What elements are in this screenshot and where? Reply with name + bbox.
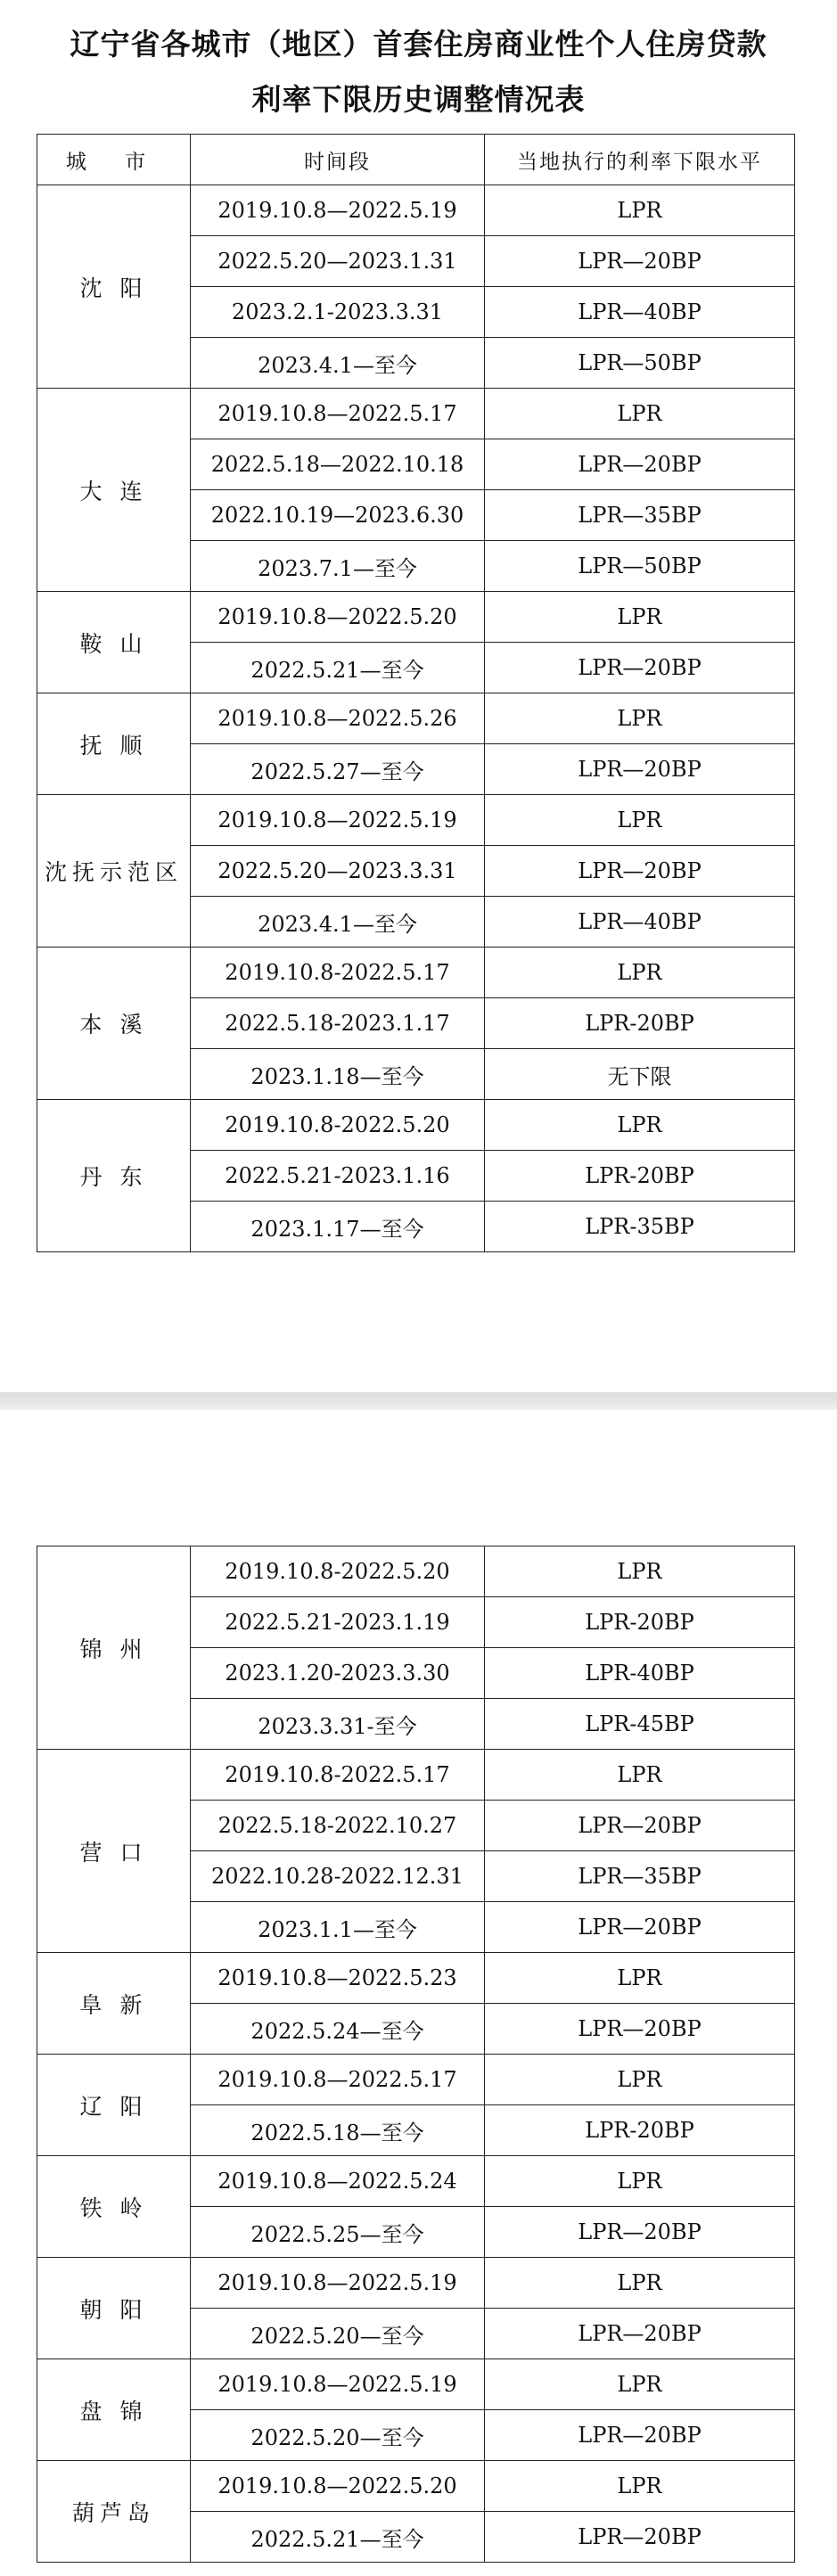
period-cell: 2019.10.8—2022.5.20 (191, 592, 485, 643)
table-row (37, 185, 795, 236)
rate-cell: LPR (485, 2055, 795, 2105)
header-rate: 当地执行的利率下限水平 (485, 135, 795, 185)
table-row (37, 389, 795, 439)
period-cell: 2019.10.8-2022.5.20 (191, 1100, 485, 1151)
period-cell: 2022.5.21—至今 (191, 2512, 485, 2563)
rate-cell: LPR—20BP (485, 2309, 795, 2359)
period-cell: 2019.10.8—2022.5.19 (191, 2359, 485, 2410)
city-cell: 盘 锦 (37, 2359, 191, 2461)
rate-cell: LPR-20BP (485, 1597, 795, 1648)
period-cell: 2019.10.8—2022.5.19 (191, 2258, 485, 2309)
rate-cell: LPR (485, 2156, 795, 2207)
city-cell: 鞍 山 (37, 592, 191, 693)
rate-cell: LPR—20BP (485, 846, 795, 897)
period-cell: 2019.10.8—2022.5.19 (191, 185, 485, 236)
city-cell: 丹 东 (37, 1100, 191, 1252)
rate-cell: 无下限 (485, 1049, 795, 1100)
table-row (37, 693, 795, 744)
period-cell: 2023.7.1—至今 (191, 541, 485, 592)
table-row (37, 1546, 795, 1597)
city-cell: 葫芦岛 (37, 2461, 191, 2563)
period-cell: 2019.10.8—2022.5.20 (191, 2461, 485, 2512)
city-cell: 阜 新 (37, 1953, 191, 2055)
table-row (37, 2258, 795, 2309)
table-row (37, 1100, 795, 1151)
period-cell: 2022.5.18—至今 (191, 2105, 485, 2156)
city-cell: 沈抚示范区 (37, 795, 191, 948)
period-cell: 2019.10.8—2022.5.26 (191, 693, 485, 744)
period-cell: 2019.10.8—2022.5.17 (191, 2055, 485, 2105)
period-cell: 2022.5.21-2023.1.16 (191, 1151, 485, 1202)
period-cell: 2022.10.19—2023.6.30 (191, 490, 485, 541)
table-row (37, 592, 795, 643)
rate-cell: LPR—20BP (485, 2410, 795, 2461)
rate-cell: LPR—20BP (485, 2004, 795, 2055)
period-cell: 2019.10.8—2022.5.23 (191, 1953, 485, 2004)
rate-cell: LPR—20BP (485, 1801, 795, 1851)
period-cell: 2023.1.18—至今 (191, 1049, 485, 1100)
rate-cell: LPR—50BP (485, 541, 795, 592)
rate-cell: LPR—20BP (485, 744, 795, 795)
period-cell: 2023.4.1—至今 (191, 897, 485, 948)
period-cell: 2022.5.18—2022.10.18 (191, 439, 485, 490)
table-row (37, 1750, 795, 1801)
period-cell: 2023.2.1-2023.3.31 (191, 287, 485, 338)
rate-cell: LPR—20BP (485, 643, 795, 693)
period-cell: 2022.5.21-2023.1.19 (191, 1597, 485, 1648)
period-cell: 2022.5.27—至今 (191, 744, 485, 795)
period-cell: 2022.5.20—2023.3.31 (191, 846, 485, 897)
period-cell: 2019.10.8-2022.5.20 (191, 1546, 485, 1597)
rate-cell: LPR-20BP (485, 998, 795, 1049)
city-cell: 沈 阳 (37, 185, 191, 389)
rate-cell: LPR (485, 693, 795, 744)
rate-cell: LPR (485, 1953, 795, 2004)
period-cell: 2019.10.8—2022.5.19 (191, 795, 485, 846)
rate-cell: LPR (485, 1546, 795, 1597)
rate-cell: LPR (485, 948, 795, 998)
rate-cell: LPR—20BP (485, 236, 795, 287)
document-title-line1: 辽宁省各城市（地区）首套住房商业性个人住房贷款 (70, 27, 767, 62)
city-cell: 大 连 (37, 389, 191, 592)
period-cell: 2022.5.21—至今 (191, 643, 485, 693)
table-row (37, 2156, 795, 2207)
rate-cell: LPR—20BP (485, 439, 795, 490)
header-city: 城 市 (37, 135, 191, 185)
rate-table-page1 (37, 134, 795, 1252)
period-cell: 2022.5.24—至今 (191, 2004, 485, 2055)
table-row (37, 1953, 795, 2004)
period-cell: 2022.5.18-2023.1.17 (191, 998, 485, 1049)
rate-cell: LPR (485, 2258, 795, 2309)
rate-cell: LPR (485, 389, 795, 439)
period-cell: 2019.10.8-2022.5.17 (191, 1750, 485, 1801)
city-cell: 本 溪 (37, 948, 191, 1100)
rate-cell: LPR—20BP (485, 2512, 795, 2563)
document-title-line2: 利率下限历史调整情况表 (251, 82, 586, 117)
period-cell: 2023.1.17—至今 (191, 1202, 485, 1252)
rate-cell: LPR (485, 2359, 795, 2410)
table-header-row (37, 135, 795, 185)
rate-cell: LPR (485, 795, 795, 846)
period-cell: 2023.3.31-至今 (191, 1699, 485, 1750)
period-cell: 2022.5.20—至今 (191, 2410, 485, 2461)
rate-cell: LPR—50BP (485, 338, 795, 389)
period-cell: 2019.10.8-2022.5.17 (191, 948, 485, 998)
rate-cell: LPR (485, 1100, 795, 1151)
rate-cell: LPR-45BP (485, 1699, 795, 1750)
rate-cell: LPR (485, 185, 795, 236)
rate-cell: LPR (485, 1750, 795, 1801)
rate-cell: LPR-20BP (485, 2105, 795, 2156)
period-cell: 2019.10.8—2022.5.17 (191, 389, 485, 439)
period-cell: 2022.5.20—2023.1.31 (191, 236, 485, 287)
period-cell: 2022.5.25—至今 (191, 2207, 485, 2258)
period-cell: 2023.1.1—至今 (191, 1902, 485, 1953)
page-separator (0, 1392, 837, 1410)
period-cell: 2023.4.1—至今 (191, 338, 485, 389)
table-row (37, 2055, 795, 2105)
period-cell: 2019.10.8—2022.5.24 (191, 2156, 485, 2207)
rate-cell: LPR (485, 2461, 795, 2512)
rate-cell: LPR (485, 592, 795, 643)
period-cell: 2022.5.18-2022.10.27 (191, 1801, 485, 1851)
table-row (37, 948, 795, 998)
rate-cell: LPR—20BP (485, 2207, 795, 2258)
period-cell: 2022.10.28-2022.12.31 (191, 1851, 485, 1902)
rate-cell: LPR—35BP (485, 1851, 795, 1902)
header-period: 时间段 (191, 135, 485, 185)
table-row (37, 2461, 795, 2512)
city-cell: 锦 州 (37, 1546, 191, 1750)
city-cell: 辽 阳 (37, 2055, 191, 2156)
city-cell: 营 口 (37, 1750, 191, 1953)
rate-cell: LPR—35BP (485, 490, 795, 541)
rate-cell: LPR-20BP (485, 1151, 795, 1202)
rate-cell: LPR-35BP (485, 1202, 795, 1252)
rate-cell: LPR—40BP (485, 897, 795, 948)
city-cell: 铁 岭 (37, 2156, 191, 2258)
city-cell: 朝 阳 (37, 2258, 191, 2359)
rate-cell: LPR-40BP (485, 1648, 795, 1699)
rate-table-page2 (37, 1546, 795, 2563)
city-cell: 抚 顺 (37, 693, 191, 795)
rate-cell: LPR—40BP (485, 287, 795, 338)
table-row (37, 795, 795, 846)
table-row (37, 2359, 795, 2410)
period-cell: 2022.5.20—至今 (191, 2309, 485, 2359)
rate-cell: LPR—20BP (485, 1902, 795, 1953)
period-cell: 2023.1.20-2023.3.30 (191, 1648, 485, 1699)
